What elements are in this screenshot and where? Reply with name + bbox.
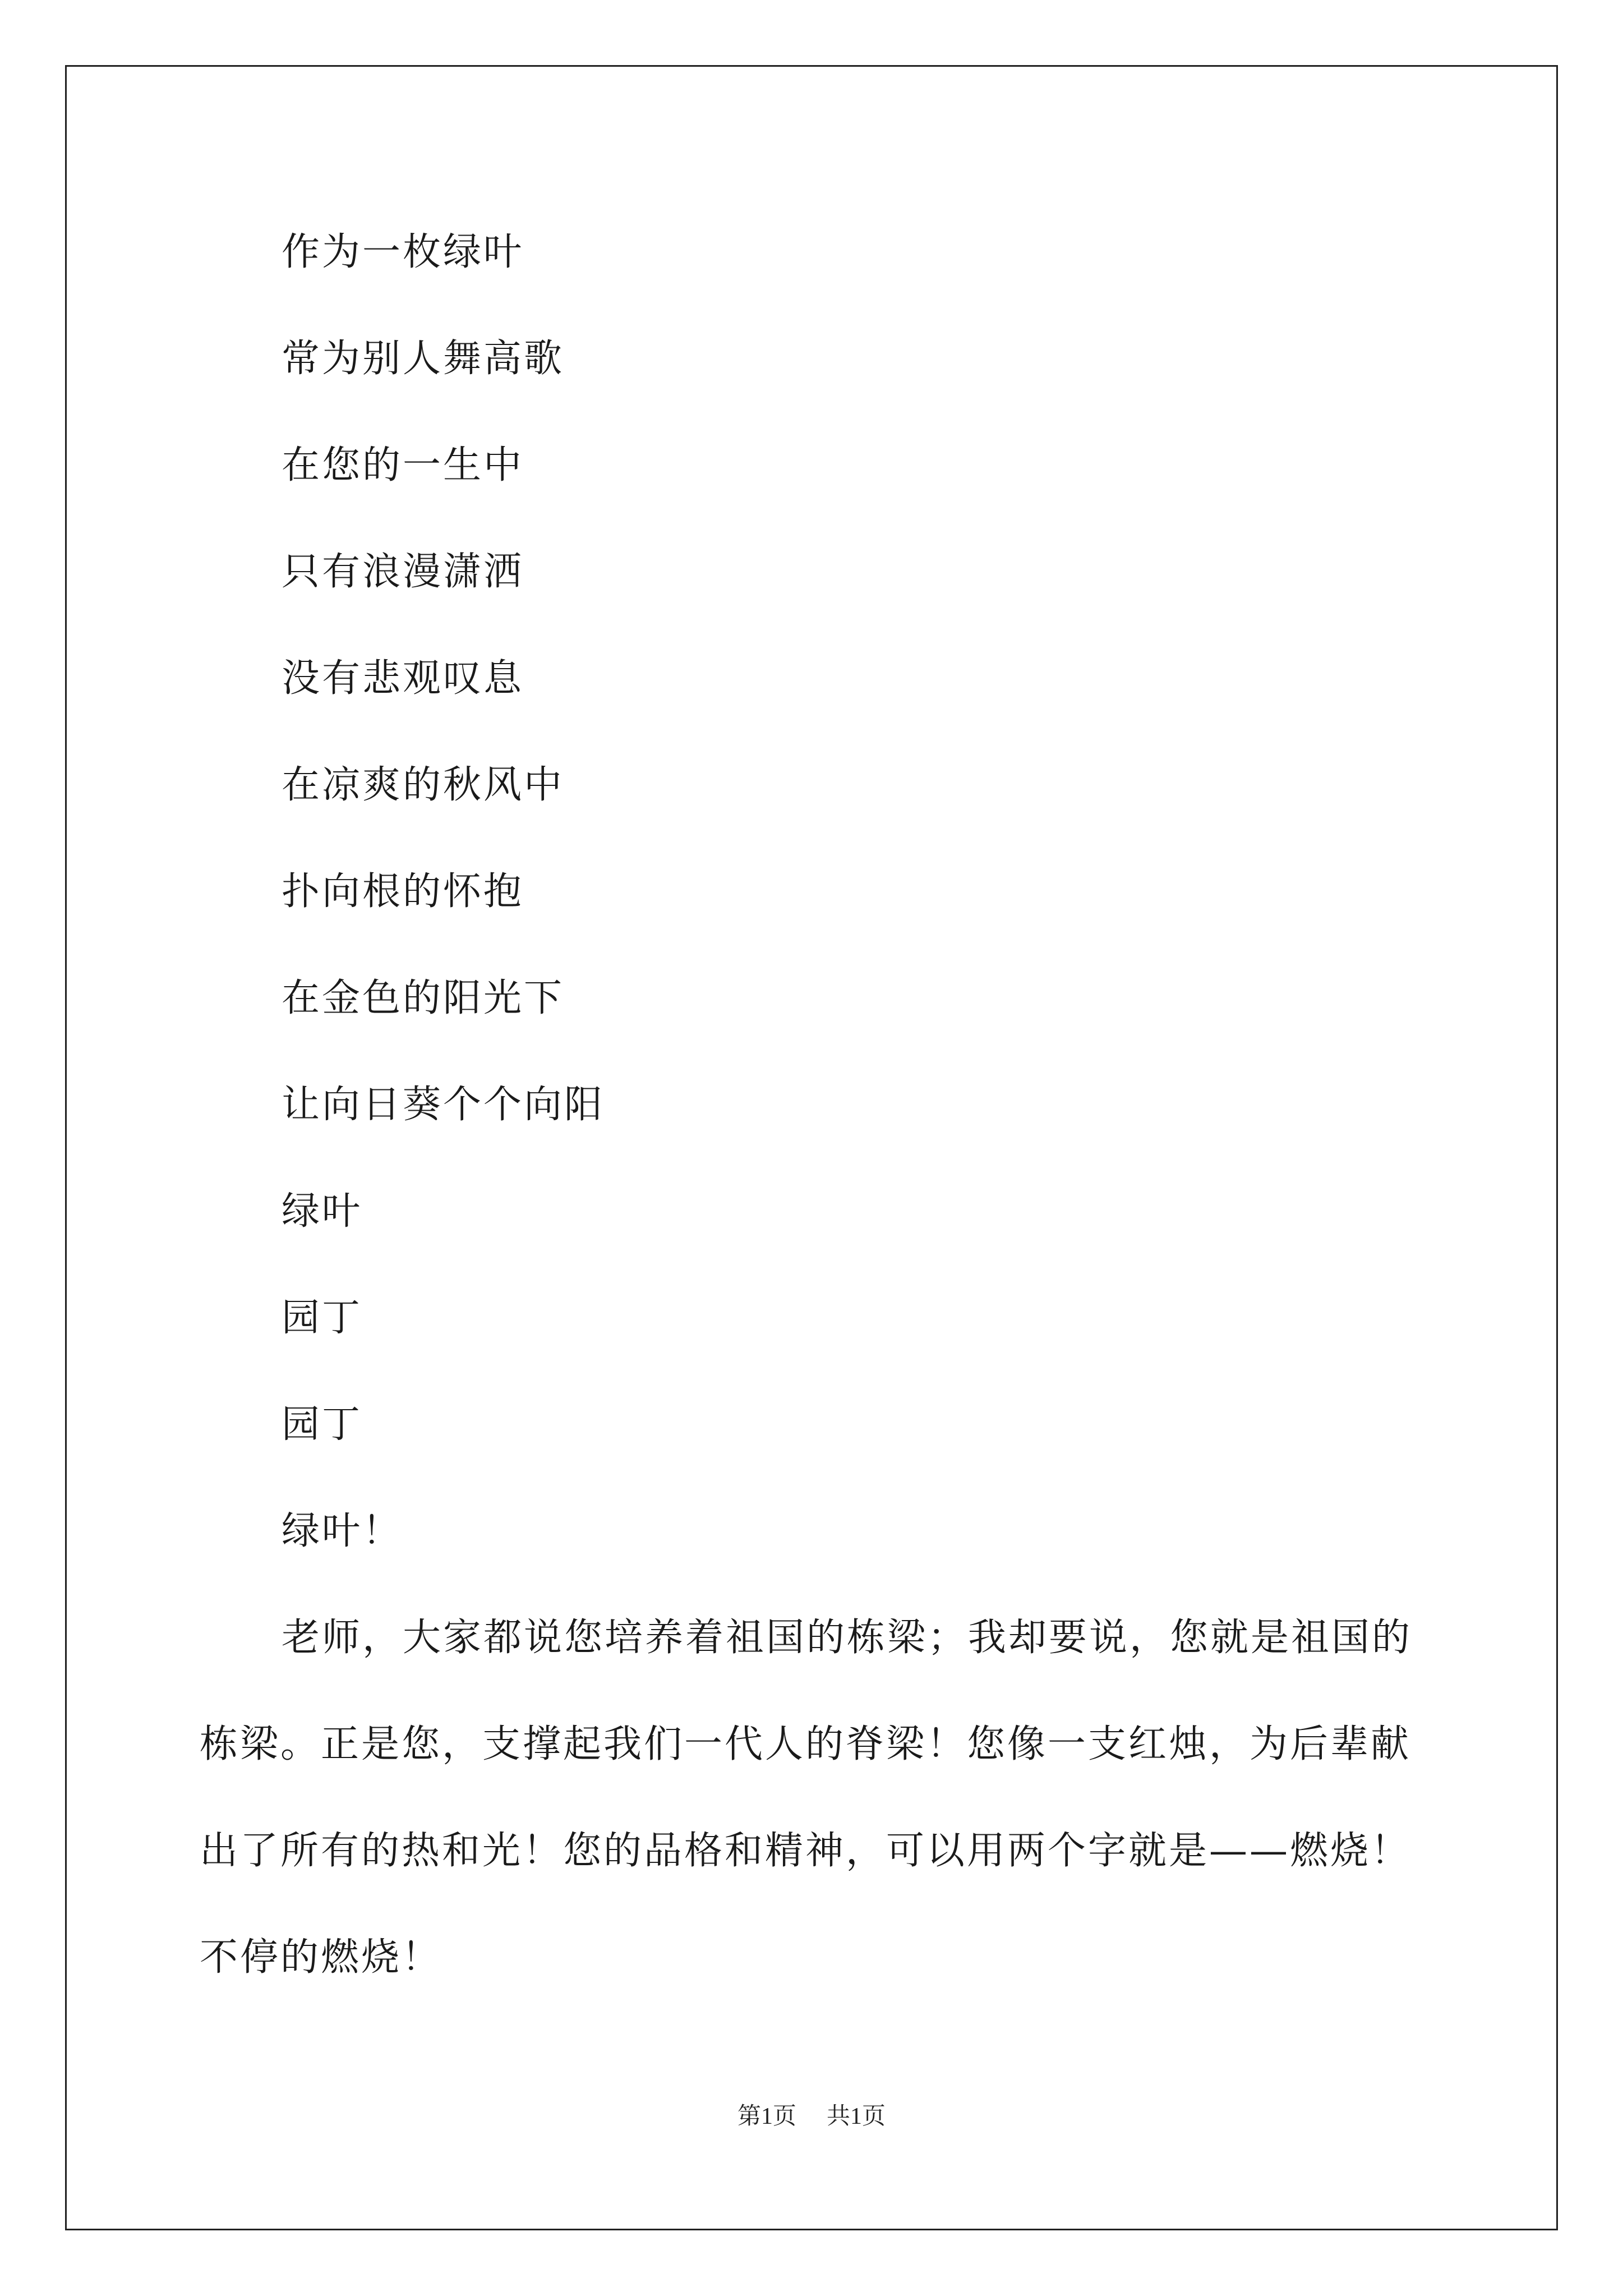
paragraph-line: 栋梁。正是您，支撑起我们一代人的脊梁！您像一支红烛，为后辈献 [200,1722,1412,1766]
poem-line: 在凉爽的秋风中 [282,763,565,807]
poem-line: 绿叶！ [282,1509,403,1553]
page-border [65,65,1558,2230]
poem-line: 园丁 [282,1402,363,1447]
paragraph-line: 不停的燃烧！ [200,1935,442,1980]
poem-line: 扑向根的怀抱 [282,869,524,914]
paragraph-line: 出了所有的热和光！您的品格和精神，可以用两个字就是——燃烧！ [200,1829,1412,1873]
page-footer [0,2102,1623,2131]
poem-line: 没有悲观叹息 [282,656,524,701]
poem-line: 常为别人舞高歌 [282,337,565,381]
poem-line: 让向日葵个个向阳 [282,1083,605,1127]
page-number: 第1页 [737,2104,796,2129]
poem-line: 在您的一生中 [282,443,524,487]
poem-line: 作为一枚绿叶 [282,230,524,274]
page-total: 共1页 [827,2104,886,2129]
paragraph-line: 老师，大家都说您培养着祖国的栋梁；我却要说，您就是祖国的 [282,1616,1413,1660]
poem-line: 园丁 [282,1296,363,1340]
poem-line: 在金色的阳光下 [282,976,565,1020]
poem-line: 绿叶 [282,1189,363,1234]
poem-line: 只有浪漫潇洒 [282,550,524,594]
